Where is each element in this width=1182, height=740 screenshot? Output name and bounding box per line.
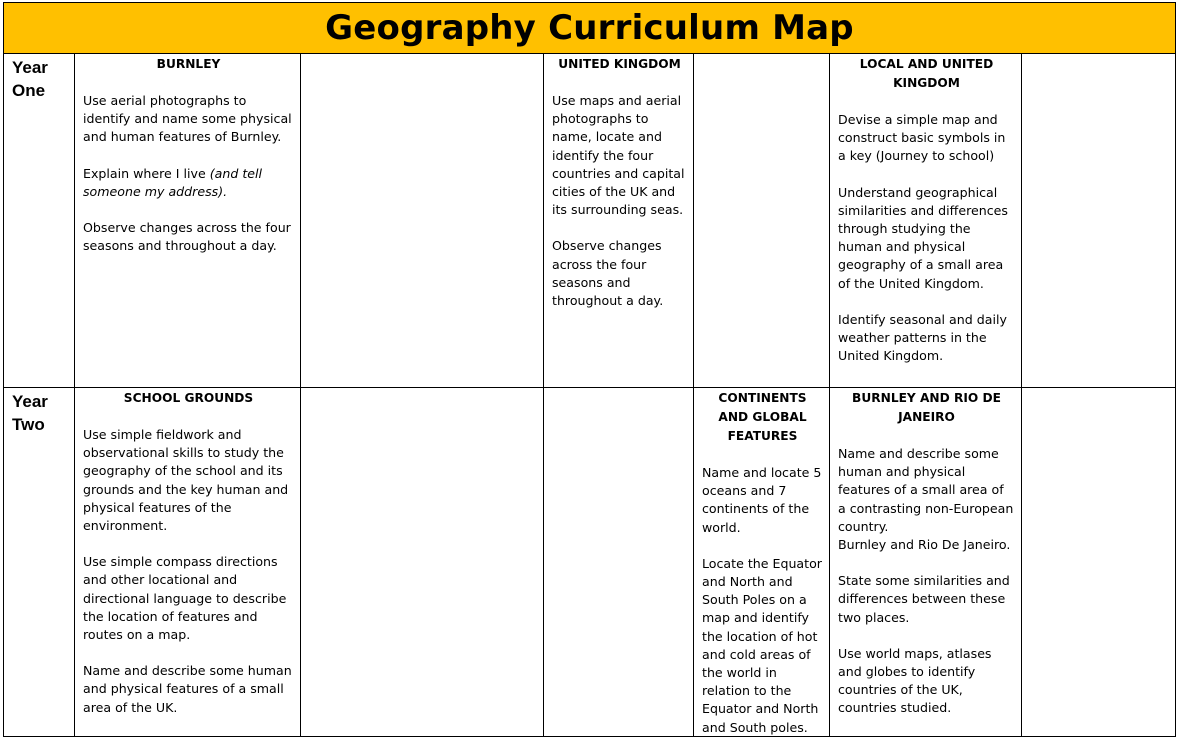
curriculum-cell [543,53,693,387]
objective-text: Identify seasonal and daily weather patterns in the United Kingdom. [838,311,1007,364]
topic-heading: LOCAL AND UNITED KINGDOM [859,57,994,90]
objective-text: Devise a simple map and construct basic symbols in a key (Journey to school) [838,112,1006,164]
curriculum-cell [693,387,829,737]
objective-text: Name and describe some human and physical features of a small area of a contrasting non-European country. Burnley and Rio De Janeiro. [838,446,1014,553]
objective-text: Locate the Equator and North and South Poles on a map and identify the location of hot and cold areas of the world in relation to the Equator and North and South poles. [702,555,822,735]
page-title: Geography Curriculum Map [325,8,854,48]
curriculum-cell [300,53,543,387]
curriculum-cell [74,53,300,387]
title-banner [3,2,1176,54]
objective-text: Observe changes across the four seasons and throughout a day. [552,238,664,309]
curriculum-cell [74,387,300,737]
year-label-cell [3,387,74,737]
curriculum-cell [693,53,829,387]
year-label: Year One [12,58,48,100]
objective-text: Use maps and aerial photographs to name, locate and identify the four countries and capital cities of the UK and its surrounding seas. [552,93,685,218]
year-label-cell [3,53,74,387]
curriculum-table [3,53,1176,737]
topic-heading: CONTINENTS AND GLOBAL FEATURES [718,391,807,443]
objective-text: Use simple fieldwork and observational skills to study the geography of the school and its grounds and the key human and physical features of the environment. [83,427,289,534]
topic-heading: UNITED KINGDOM [558,57,681,71]
curriculum-map-page [3,2,1176,737]
year-label: Year Two [12,392,48,434]
objective-italic-text: (and tell someone my address). [83,165,263,199]
topic-heading: BURNLEY AND RIO DE JANEIRO [852,391,1001,424]
objective-text: Use simple compass directions and other locational and directional language to describe the location of features and routes on a map. [83,554,287,643]
curriculum-cell [1021,53,1176,387]
curriculum-cell [829,53,1021,387]
objective-text: Explain where I live (and tell someone my address). [83,165,263,199]
objective-text: Use world maps, atlases and globes to identify countries of the UK, countries studied. [838,645,992,716]
objective-text: State some similarities and differences between these two places. [838,573,1010,625]
objective-text: Name and locate 5 oceans and 7 continents of the world. [702,465,822,535]
curriculum-cell [1021,387,1176,737]
topic-heading: SCHOOL GROUNDS [123,391,254,405]
curriculum-cell [300,387,543,737]
curriculum-cell [543,387,693,737]
objective-text: Use aerial photographs to identify and name some physical and human features of Burnley. [83,93,292,145]
curriculum-cell [829,387,1021,737]
objective-text: Observe changes across the four seasons and throughout a day. [83,220,291,254]
objective-text: Understand geographical similarities and differences through studying the human and physical geography of a small area of the United Kingdom. [838,184,1008,291]
topic-heading: BURNLEY [156,57,221,71]
objective-text: Name and describe some human and physical features of a small area of the UK. [83,663,292,715]
